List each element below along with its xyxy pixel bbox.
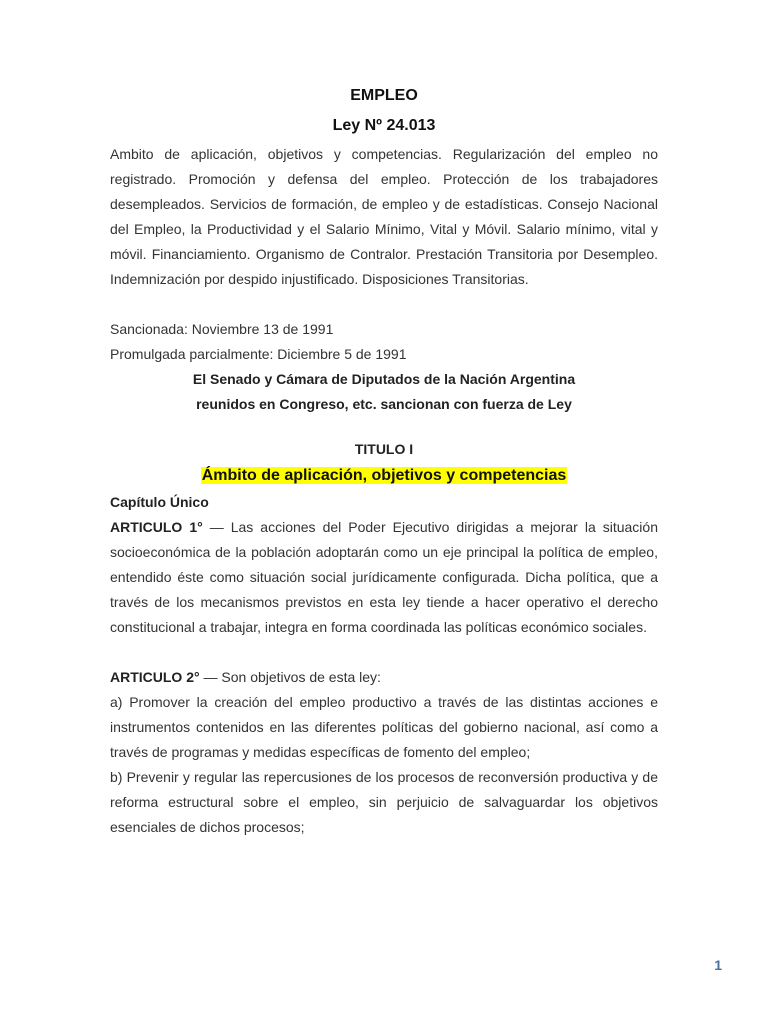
enactment-line-2: reunidos en Congreso, etc. sancionan con fuerza de Ley: [196, 396, 572, 412]
sancionada-date: Sancionada: Noviembre 13 de 1991: [110, 321, 334, 337]
capitulo-heading: Capítulo Único: [110, 494, 209, 510]
article-2-text: — Son objetivos de esta ley:: [199, 669, 381, 685]
article-1-label: ARTICULO 1°: [110, 519, 203, 535]
promulgada-date: Promulgada parcialmente: Diciembre 5 de 1991: [110, 346, 407, 362]
page-number: 1: [714, 957, 722, 973]
titulo-heading: TITULO I: [354, 441, 414, 457]
document-page: [110, 84, 658, 840]
article-2-item-a: a) Promover la creación del empleo productivo a través de las distintas acciones e instrumentos contenidos en las diferentes políticas del gobierno nacional, así como a través de programas y medidas específicas de fomento del empleo;: [110, 694, 658, 760]
article-1-text: — Las acciones del Poder Ejecutivo dirigidas a mejorar la situación socioeconómica de la población adoptarán como un eje principal la política de empleo, entendido éste como situación social jurídicamente configurada. Dicha política, que a través de los mecanismos previstos en esta ley tiende a hacer operativo el derecho constitucional a trabajar, integra en forma coordinada las políticas económico sociales.: [110, 519, 658, 635]
law-number: Ley Nº 24.013: [332, 117, 436, 134]
titulo-name-wrap: [110, 464, 658, 488]
article-2: [110, 665, 658, 690]
article-2-label: ARTICULO 2°: [110, 669, 200, 685]
titulo-name-highlight: Ámbito de aplicación, objetivos y competencias: [201, 467, 567, 484]
document-heading: EMPLEO: [350, 87, 418, 104]
article-2-item-b: b) Prevenir y regular las repercusiones de los procesos de reconversión productiva y de reforma estructural sobre el empleo, sin perjuicio de salvaguardar los objetivos esenciales de dichos procesos;: [110, 769, 658, 835]
law-summary: Ambito de aplicación, objetivos y competencias. Regularización del empleo no registrado. Promoción y defensa del empleo. Protección de los trabajadores desempleados. Servicios de formación, de empleo y de estadísticas. Consejo Nacional del Empleo, la Productividad y el Salario Mínimo, Vital y Móvil. Salario mínimo, vital y móvil. Financiamiento. Organismo de Contralor. Prestación Transitoria por Desempleo. Indemnización por despido injustificado. Disposiciones Transitorias.: [110, 146, 658, 287]
article-1: [110, 515, 658, 640]
enactment-line-1: El Senado y Cámara de Diputados de la Nación Argentina: [192, 371, 576, 387]
